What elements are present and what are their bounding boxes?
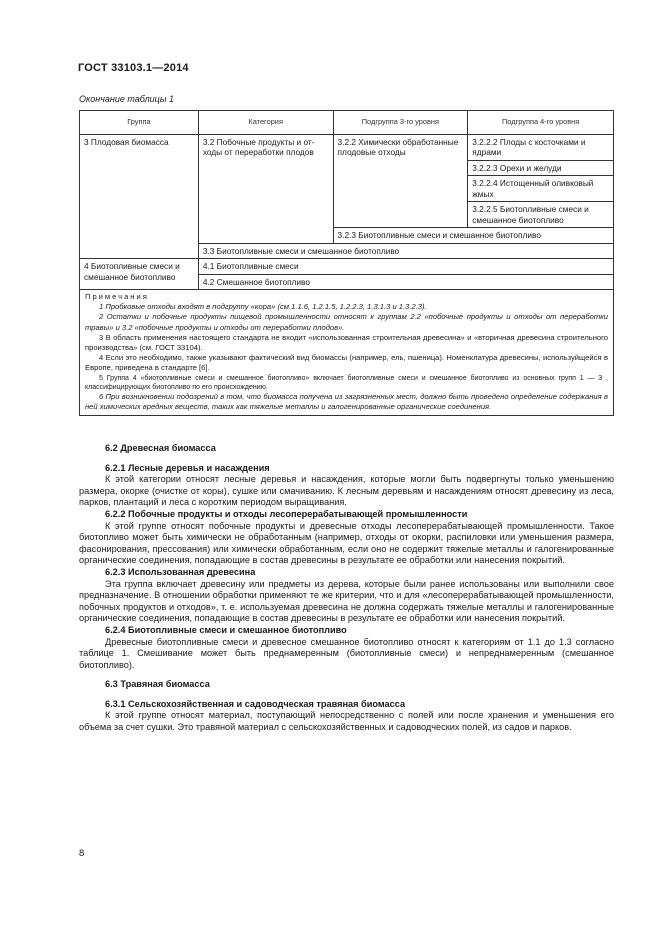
heading-6-2-3: 6.2.3 Использованная древесина [105, 566, 256, 577]
heading-6-2-2: 6.2.2 Побочные продукты и отходы лесоперерабатывающей промышленности [105, 508, 468, 519]
table-header-row [80, 111, 614, 135]
paragraph-6-2-3: Эта группа включает древесину или предметы из дерева, которые были ранее использованы или выполнили свое предназначение. В отношении обработки применяют те же критерии, что и для «лесоперерабатывающей промышленности, побочных продуктов и отходов», т. е. используемая древесина не должна содержать тяжелые металлы и галогенированные органические соединения, попадающие в состав древесины в результате ее обработки или нанесения покрытий. [79, 578, 614, 624]
cell-subgroup-3-2-3: 3.2.3 Биотопливные смеси и смешанное биотопливо [333, 228, 613, 244]
table-row [80, 259, 614, 275]
paragraph-6-2-1: К этой категории относят лесные деревья и насаждения, которые могли быть подвергнуты только уменьшению размера, окорке (очистке от коры), сушке или смачиванию. К лесным деревьям и насаждениям относят древесину из леса, парков, плантаций и леса с коротким периодом выращивания. [79, 474, 614, 508]
heading-6-3: 6.3 Травяная биомасса [105, 679, 210, 690]
cell-subgroup-3-2-2-5: 3.2.2.5 Биотопливные смеси и смешанное биотопливо [468, 202, 614, 228]
cell-category-4-1: 4.1 Биотопливные смеси [198, 259, 613, 275]
heading-6-3-1: 6.3.1 Сельскохозяйственная и садоводческая травяная биомасса [105, 698, 406, 709]
page-number: 8 [79, 848, 85, 859]
heading-6-2-1: 6.2.1 Лесные деревья и насаждения [105, 462, 270, 473]
heading-6-2-4: 6.2.4 Биотопливные смеси и смешанное биотопливо [105, 624, 347, 635]
paragraph-6-2-4: Древесные биотопливные смеси и древесное смешанное биотопливо относят к категориям от 1.1 до 1.3 согласно таблице 1. Смешивание может быть преднамеренным (биотопливные смеси) и непреднамеренным (смешанное биотопливо). [79, 636, 614, 670]
column-header-category: Категория [198, 111, 333, 135]
cell-group-4: 4 Биотопливные смеси и смешанное биотопливо [80, 259, 199, 290]
column-header-subgroup-4: Подгруппа 4-го уровня [468, 111, 614, 135]
cell-subgroup-3-2-2: 3.2.2 Химически обработанные плодовые отходы [333, 134, 468, 228]
table-row [80, 134, 614, 160]
paragraph-6-3-1: К этой группе относят материал, поступающий непосредственно с полей или после хранения и уменьшения его объема за счет сушки. Это травяной материал с сельскохозяйственных и садоводческих полей, из садов и парков. [79, 710, 614, 733]
note-3: 3 В область применения настоящего стандарта не входит «использованная строительная древесина» и «вторичная древесина строительного производства» (см. ГОСТ 33104). [85, 332, 608, 353]
note-5: 5 Группа 4 «биотопливные смеси и смешанное биотопливо» включает биотопливные смеси и смешанное биотопливо из основных групп 1 — 3 , классифицирующих биотопливо по его происхождению. [85, 374, 608, 391]
notes-title: Примечания [85, 292, 149, 301]
cell-category-3-3: 3.3 Биотопливные смеси и смешанное биотопливо [198, 243, 613, 259]
note-1: 1 Пробковые отходы входят в подгруппу «кора» (см.1.1.6, 1.2.1.5, 1.2.2.3, 1.3.1.3 и 1.3.2.3). [99, 302, 427, 312]
paragraph-6-2-2: К этой группе относят побочные продукты и древесные отходы лесоперерабатывающей промышленности. Такое биотопливо может быть химически не обработанным (например, отходы от окорки, распиловки или уменьшения размера, фасонирования, прессования) или химически обработанным, если оно не содержит тяжелые металлы и галогенированные органические соединения, попадающие в состав древесины в результате ее обработки или нанесения покрытий. [79, 520, 614, 566]
body-text [79, 443, 614, 734]
heading-6-2: 6.2 Древесная биомасса [105, 443, 216, 453]
note-2: 2 Остатки и побочные продукты пищевой промышленности относят к группам 2.2 «побочные продукты и отходы от переработки травы» и 3.2 «побочные продукты и отходы от переработки плодов». [85, 312, 608, 332]
cell-subgroup-3-2-2-3: 3.2.2.3 Орехи и желуди [468, 160, 614, 176]
note-4: 4 Если это необходимо, также указывают фактический вид биомассы (например, ель, пшеница). Номенклатура древесины, используйщейся в Европе, приведена в стандарте [6]. [85, 353, 608, 373]
note-6: 6 При возникновении подозрений в том, что биомасса получена из загрязненных мест, должно быть проведено определение содержания в ней химических вредных веществ, таких как тяжелые металлы и галогенированные органические соединения. [85, 391, 608, 411]
cell-category-4-2: 4.2 Смешанное биотопливо [198, 274, 613, 290]
cell-group-3: 3 Плодовая биомасса [80, 134, 199, 259]
cell-subgroup-3-2-2-2: 3.2.2.2 Плоды с косточками и ядрами [468, 134, 614, 160]
cell-subgroup-3-2-2-4: 3.2.2.4 Истощенный оливковый жмых [468, 176, 614, 202]
table-notes [80, 290, 614, 416]
column-header-group: Группа [80, 111, 199, 135]
table-caption: Окончание таблицы 1 [79, 94, 174, 104]
document-code: ГОСТ 33103.1—2014 [78, 62, 189, 74]
table-notes-row [80, 290, 614, 416]
biomass-classification-table [79, 110, 614, 416]
cell-category-3-2: 3.2 Побочные продукты и отходы от переработки плодов [198, 134, 333, 243]
column-header-subgroup-3: Подгруппа 3-го уровня [333, 111, 468, 135]
